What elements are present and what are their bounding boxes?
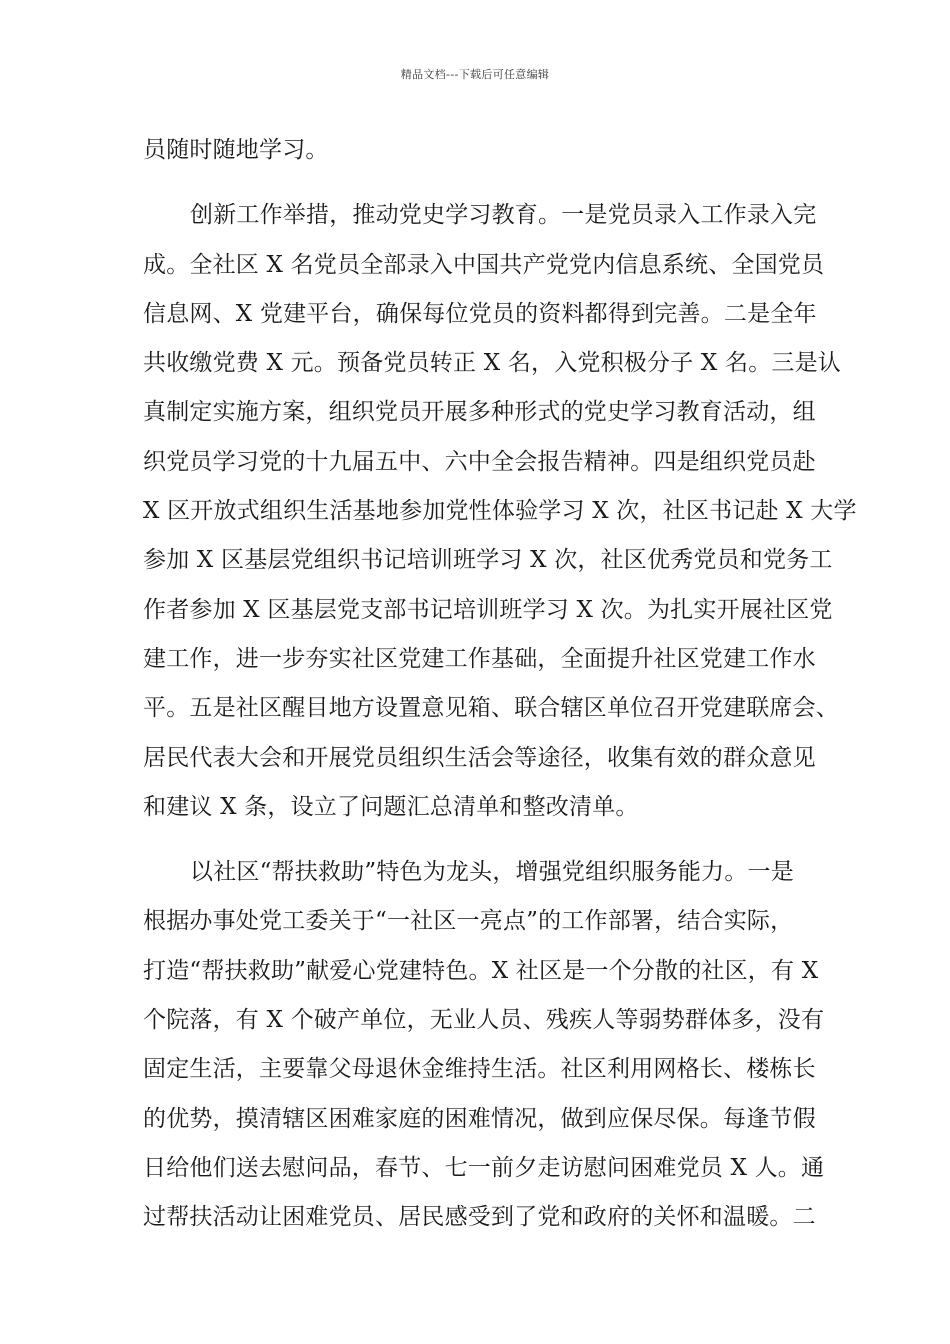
text-line: 信息网、X 党建平台，确保每位党员的资料都得到完善。二是全年 [143,300,817,327]
text-line: 作者参加 X 区基层党支部书记培训班学习 X 次。为扎实开展社区党 [143,596,833,623]
paragraph-first-line: 创新工作举措，推动党史学习教育。一是党员录入工作录入完 [190,202,817,229]
text-line: 织党员学习党的十九届五中、六中全会报告精神。四是组织党员赴 [143,448,816,475]
text-line: 参加 X 区基层党组织书记培训班学习 X 次，社区优秀党员和党务工 [143,547,833,574]
text-line: 成。全社区 X 名党员全部录入中国共产党党内信息系统、全国党员 [143,251,825,278]
text-line: 日给他们送去慰问品，春节、七一前夕走访慰问困难党员 X 人。通 [143,1154,825,1181]
text-line: 建工作，进一步夯实社区党建工作基础，全面提升社区党建工作水 [143,645,816,672]
page-header: 精品文档---下载后可任意编辑 [400,68,550,81]
text-line: 平。五是社区醒目地方设置意见箱、联合辖区单位召开党建联席会、 [143,695,839,722]
text-line: 共收缴党费 X 元。预备党员转正 X 名，入党积极分子 X 名。三是认 [143,350,841,377]
text-line: 个院落，有 X 个破产单位，无业人员、残疾人等弱势群体多，没有 [143,1007,825,1034]
document-body [143,126,857,1243]
text-line: 根据办事处党工委关于“一社区一亮点”的工作部署，结合实际， [143,908,794,935]
text-line: 真制定实施方案，组织党员开展多种形式的党史学习教育活动，组 [143,399,816,426]
text-line: 固定生活，主要靠父母退休金维持生活。社区利用网格长、楼栋长 [143,1056,816,1083]
text-line: X 区开放式组织生活基地参加党性体验学习 X 次，社区书记赴 X 大学 [143,498,857,525]
paragraph-first-line: 以社区“帮扶救助”特色为龙头，增强党组织服务能力。一是 [190,859,794,886]
text-line: 过帮扶活动让困难党员、居民感受到了党和政府的关怀和温暖。二 [143,1204,816,1231]
text-line: 打造“帮扶救助”献爱心党建特色。X 社区是一个分散的社区，有 X [143,957,819,984]
text-line: 的优势，摸清辖区困难家庭的困难情况，做到应保尽保。每逢节假 [143,1105,816,1132]
text-line: 居民代表大会和开展党员组织生活会等途径，收集有效的群众意见 [143,744,816,771]
text-line: 和建议 X 条，设立了问题汇总清单和整改清单。 [143,793,639,820]
text-line: 员随时随地学习。 [143,137,329,163]
